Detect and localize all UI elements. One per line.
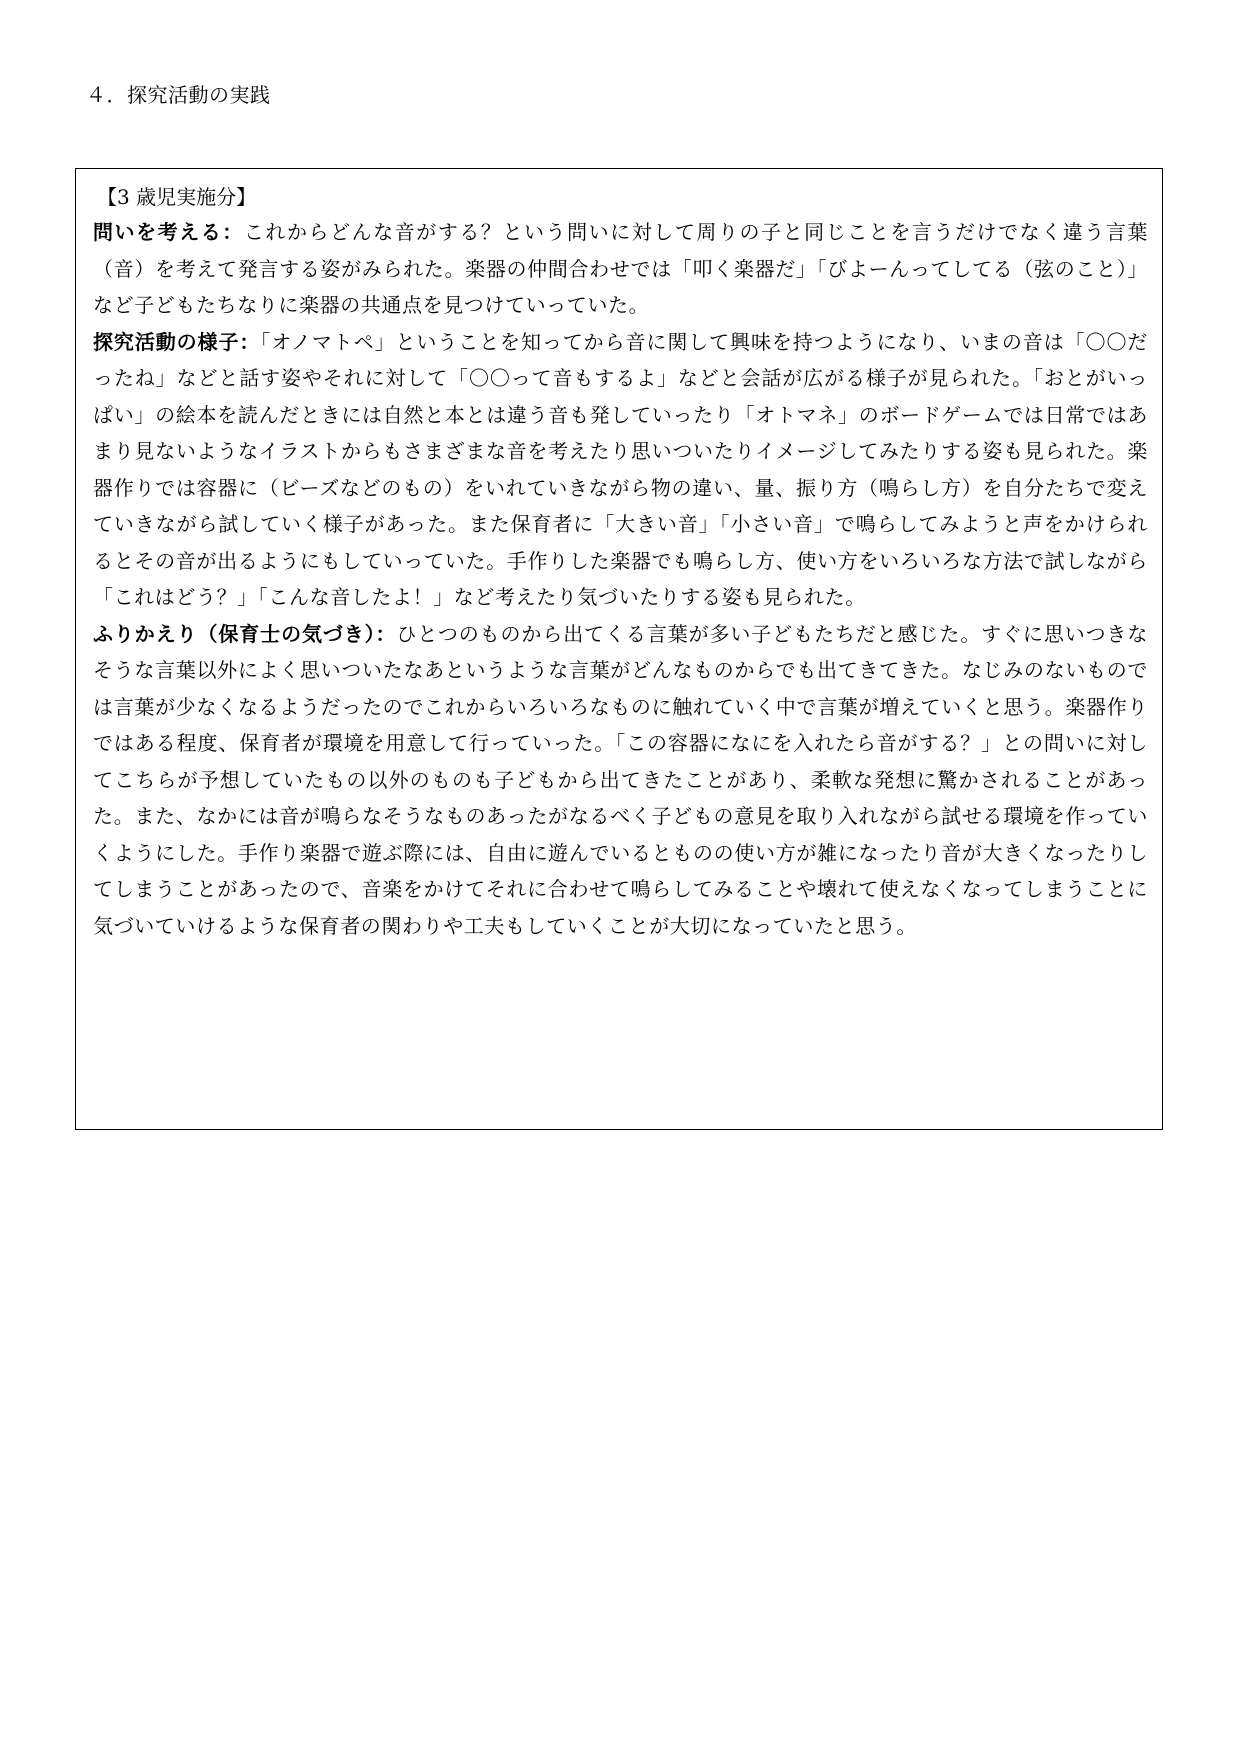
section-questions — [93, 214, 1148, 324]
section-activity-text: 「オノマトペ」ということを知ってから音に関して興味を持つようになり、いまの音は「〇〇だったね」などと話す姿やそれに対して「〇〇って音もするよ」などと会話が広がる様子が見られた。「おとがいっぱい」の絵本を読んだときには自然と本とは違う音も発していったり「オトマネ」のボードゲームでは日常ではあまり見ないようなイラストからもさまざまな音を考えたり思いついたりイメージしてみたりする姿も見られた。楽器作りでは容器に（ビーズなどのもの）をいれていきながら物の違い、量、振り方（鳴らし方）を自分たちで変えていきながら試していく様子があった。また保育者に「大きい音」「小さい音」で鳴らしてみようと声をかけられるとその音が出るようにもしていっていた。手作りした楽器でも鳴らし方、使い方をいろいろな方法で試しながら「これはどう？」「こんな音したよ！」など考えたり気づいたりする姿も見られた。 — [93, 329, 1148, 609]
section-reflection — [93, 616, 1148, 945]
report-title: 【3 歳児実施分】 — [97, 185, 257, 209]
section-reflection-text: ひとつのものから出てくる言葉が多い子どもたちだと感じた。すぐに思いつきなそうな言葉以外によく思いついたなあというような言葉がどんなものからでも出てきてきた。なじみのないものでは言葉が少なくなるようだったのでこれからいろいろなものに触れていく中で言葉が増えていくと思う。楽器作りではある程度、保育者が環境を用意して行っていった。「この容器になにを入れたら音がする？」との問いに対してこちらが予想していたもの以外のものも子どもから出てきたことがあり、柔軟な発想に驚かされることがあった。また、なかには音が鳴らなそうなものあったがなるべく子どもの意見を取り入れながら試せる環境を作っていくようにした。手作り楽器で遊ぶ際には、自由に遊んでいるとものの使い方が雑になったり音が大きくなったりしてしまうことがあったので、音楽をかけてそれに合わせて鳴らしてみることや壊れて使えなくなってしまうことに気づいていけるような保育者の関わりや工夫もしていくことが大切になっていたと思う。 — [93, 621, 1149, 938]
section-activity — [93, 324, 1148, 616]
section-heading: ４．探究活動の実践 — [86, 83, 271, 107]
section-activity-label: 探究活動の様子： — [93, 329, 261, 354]
section-reflection-label: ふりかえり（保育士の気づき）： — [93, 621, 397, 646]
section-questions-text: これからどんな音がする？という問いに対して周りの子と同じことを言うだけでなく違う言葉（音）を考えて発言する姿がみられた。楽器の仲間合わせでは「叩く楽器だ」「びよーんってしてる（弦のこと）」など子どもたちなりに楽器の共通点を見つけていっていた。 — [93, 220, 1149, 317]
section-questions-label: 問いを考える： — [93, 220, 244, 244]
report-box — [75, 168, 1163, 1130]
